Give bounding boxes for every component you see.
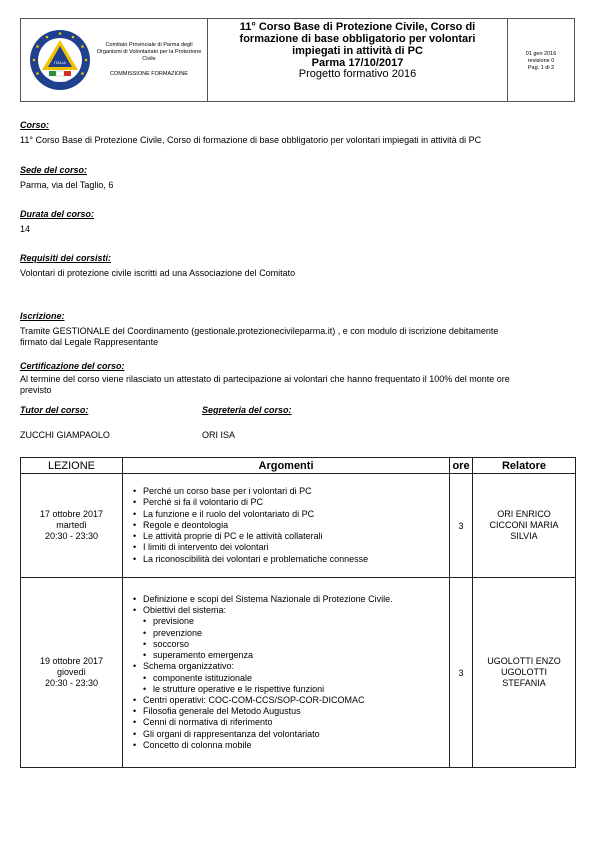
- durata-label: Durata del corso:: [20, 209, 95, 219]
- col-header-argomenti: Argomenti: [123, 458, 450, 474]
- table-header-row: [21, 458, 576, 474]
- iscrizione-line2: firmato dal Legale Rappresentante: [20, 337, 159, 347]
- svg-text:PARMA: PARMA: [53, 78, 67, 83]
- section-iscrizione: [20, 311, 580, 348]
- list-item: • Definizione e scopi del Sistema Nazionale di Protezione Civile.: [133, 594, 443, 605]
- page-number: Pag. 1 di 2: [527, 65, 555, 71]
- list-item: • Schema organizzativo:: [133, 661, 443, 672]
- lesson-speakers: UGOLOTTI ENZO UGOLOTTI STEFANIA: [473, 578, 576, 768]
- list-item: • Perché un corso base per i volontari di PC: [133, 486, 443, 497]
- document-header: [20, 18, 575, 102]
- col-header-ore: ore: [450, 458, 473, 474]
- list-item: • soccorso: [133, 639, 443, 650]
- section-requisiti: [20, 253, 580, 279]
- corso-value: 11° Corso Base di Protezione Civile, Corso di formazione di base obbligatorio per volontari impiegati in attività di PC: [20, 135, 482, 145]
- list-item: • prevenzione: [133, 628, 443, 639]
- document-title: 11° Corso Base di Protezione Civile, Corso di formazione di base obbligatorio per volontari impiegati in attività di PC Parma 17/10/2017: [239, 21, 476, 69]
- certificazione-line1: Al termine del corso viene rilasciato un attestato di partecipazione ai volontari che hanno frequentato il 100% del monte ore: [20, 374, 510, 384]
- header-org-block: [21, 19, 208, 101]
- table-row: [21, 578, 576, 768]
- list-item: • Regole e deontologia: [133, 520, 443, 531]
- lesson-hours: 3: [450, 474, 473, 578]
- list-item: • Filosofia generale del Metodo Augustus: [133, 706, 443, 717]
- svg-text:ITALIA: ITALIA: [54, 60, 66, 65]
- header-meta-block: [508, 19, 574, 101]
- list-item: • Le attività proprie di PC e le attività collaterali: [133, 531, 443, 542]
- list-item: • I limiti di intervento dei volontari: [133, 542, 443, 553]
- corso-label: Corso:: [20, 120, 49, 130]
- list-item: • Centri operativi: COC-COM-CCS/SOP-COR-DICOMAC: [133, 695, 443, 706]
- sede-value: Parma, via del Taglio, 6: [20, 180, 114, 190]
- segreteria-value: ORI ISA: [202, 430, 236, 440]
- section-sede: [20, 165, 580, 191]
- list-item: • La riconoscibilità dei volontari e problematiche connesse: [133, 554, 443, 565]
- certificazione-label: Certificazione del corso:: [20, 361, 125, 371]
- org-name: Comitato Provinciale di Parma degli Organismi di Volontariato per la Protezione Civile: [96, 42, 202, 62]
- lesson-datetime: 17 ottobre 2017 martedì 20:30 - 23:30: [21, 474, 123, 578]
- document-date: 01 gen 2016: [525, 51, 557, 57]
- list-item: • Concetto di colonna mobile: [133, 740, 443, 751]
- document-subtitle: Progetto formativo 2016: [298, 68, 417, 80]
- header-title-block: [208, 19, 508, 101]
- iscrizione-line1: Tramite GESTIONALE del Coordinamento (gestionale.protezionecivileparma.it) , e con modulo di iscrizione debitamente: [20, 326, 499, 336]
- section-durata: [20, 209, 580, 235]
- org-text: [91, 42, 207, 78]
- col-header-relatore: Relatore: [473, 458, 576, 474]
- lesson-hours: 3: [450, 578, 473, 768]
- section-certificazione: [20, 361, 580, 396]
- requisiti-value: Volontari di protezione civile iscritti ad una Associazione del Comitato: [20, 268, 296, 278]
- certificazione-line2: previsto: [20, 385, 52, 395]
- list-item: • le strutture operative e le rispettive funzioni: [133, 684, 443, 695]
- list-item: • La funzione e il ruolo del volontariato di PC: [133, 509, 443, 520]
- requisiti-label: Requisiti dei corsisti:: [20, 253, 112, 263]
- durata-value: 14: [20, 224, 31, 234]
- civil-protection-logo: [29, 29, 91, 91]
- lesson-speakers: ORI ENRICO CICCONI MARIA SILVIA: [473, 474, 576, 578]
- list-item: • previsione: [133, 616, 443, 627]
- lesson-topics: [123, 474, 450, 578]
- col-header-lezione: LEZIONE: [21, 458, 123, 474]
- section-corso: [20, 120, 580, 146]
- tutor-value: ZUCCHI GIAMPAOLO: [20, 430, 110, 440]
- sede-label: Sede del corso:: [20, 165, 88, 175]
- list-item: • Obiettivi del sistema:: [133, 605, 443, 616]
- tutor-label: Tutor del corso:: [20, 405, 89, 415]
- lessons-table: [20, 457, 576, 768]
- commission-name: COMMISSIONE FORMAZIONE: [110, 71, 188, 77]
- table-row: [21, 474, 576, 578]
- list-item: • superamento emergenza: [133, 650, 443, 661]
- list-item: • componente istituzionale: [133, 673, 443, 684]
- iscrizione-label: Iscrizione:: [20, 311, 65, 321]
- segreteria-label: Segreteria del corso:: [202, 405, 292, 415]
- lesson-datetime: 19 ottobre 2017 giovedì 20:30 - 23:30: [21, 578, 123, 768]
- lesson-topics: [123, 578, 450, 768]
- list-item: • Gli organi di rappresentanza del volontariato: [133, 729, 443, 740]
- list-item: • Cenni di normativa di riferimento: [133, 717, 443, 728]
- document-revision: revisione 0: [527, 58, 555, 64]
- list-item: • Perché si fa il volontario di PC: [133, 497, 443, 508]
